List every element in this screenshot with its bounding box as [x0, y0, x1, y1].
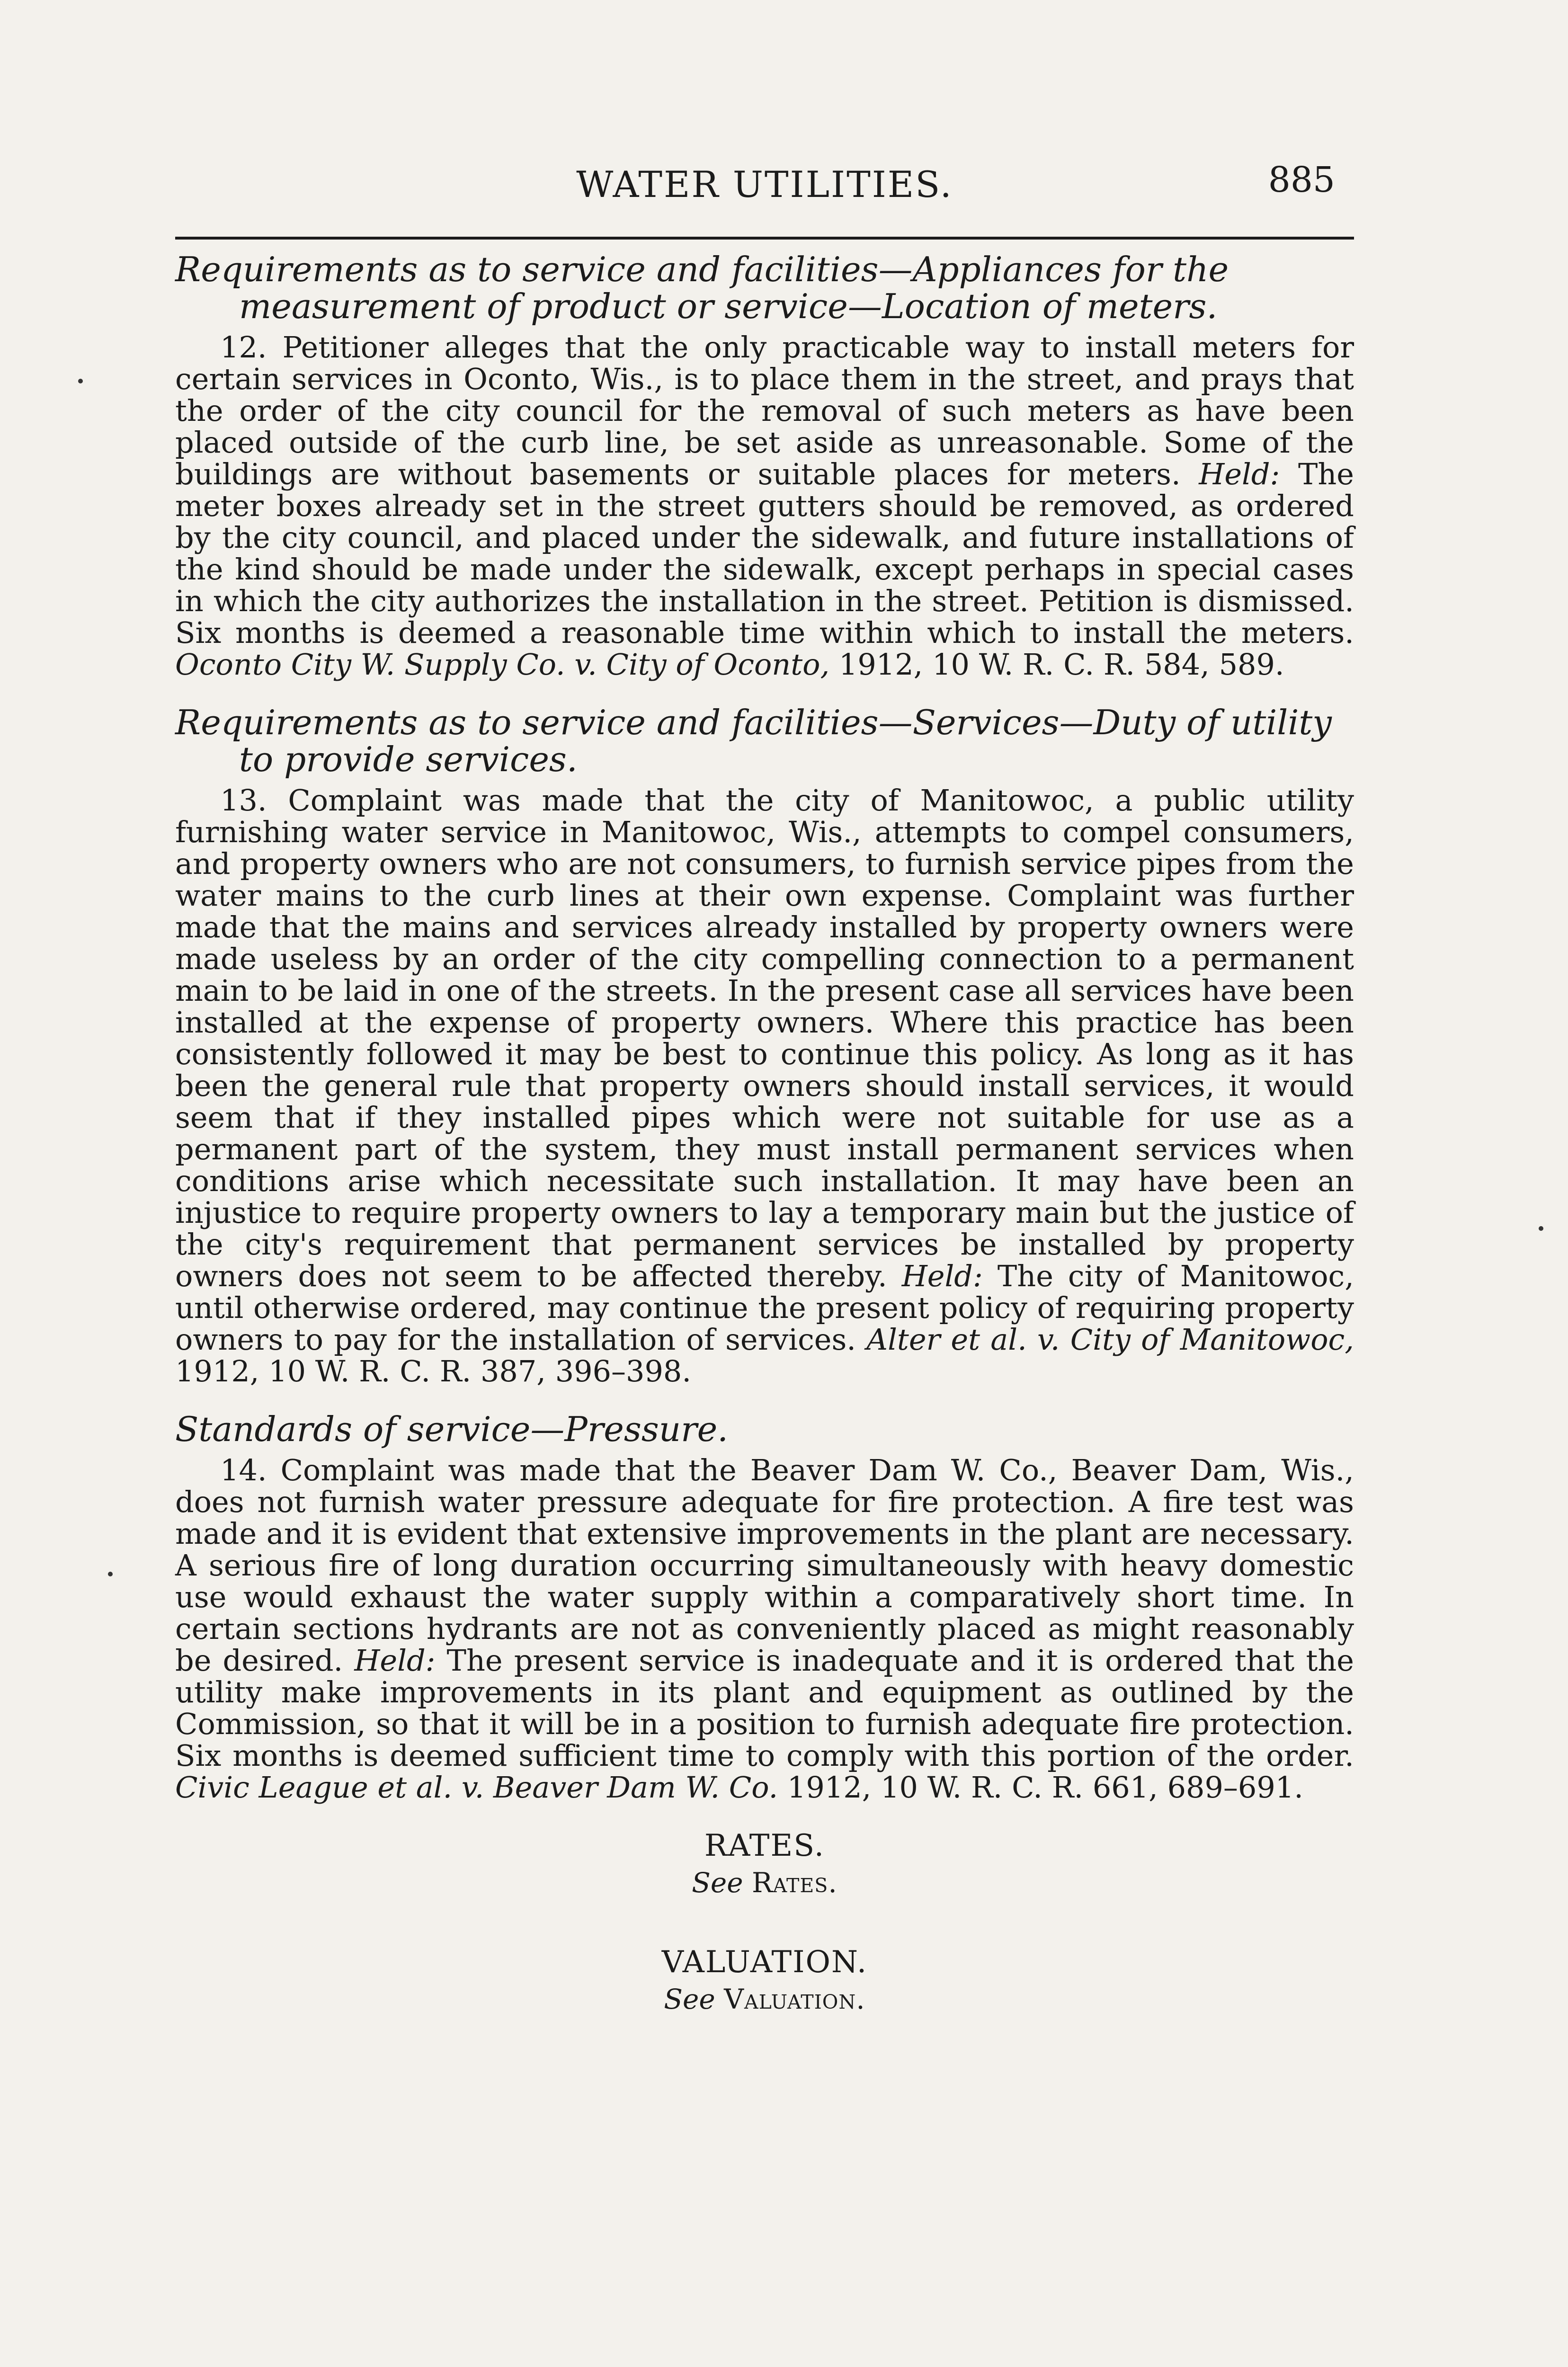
held-text: The meter boxes already set in the street gutters should be removed, as ordered by the city council, and placed under the sidewalk, and future installations of the kind should be made under the sidewalk, except perhaps in special cases in which the city authorizes the installation in the street. Petition is dismissed. Six months is deemed a reasonable time within which to install the meters. [175, 457, 1354, 650]
citation-reference: 1912, 10 W. R. C. R. 584, 589. [838, 647, 1284, 682]
running-title: WATER UTILITIES. [576, 163, 953, 205]
cross-ref-line [175, 1981, 1354, 2017]
section-heading: Standards of service—Pressure. [175, 1409, 729, 1449]
paragraph-text: 13. Complaint was made that the city of Manitowoc, a public utility furnishing water service in Manitowoc, Wis., attempts to compel consumers, and property owners who are not consumers, to furnish service pipes from the water mains to the curb lines at their own expense. Complaint was further made that the mains and services already installed by property owners were made useless by an order of the city compelling connection to a permanent main to be laid in one of the streets. In the present case all services have been installed at the expense of property owners. Where this practice has been consistently followed it may be best to continue this policy. As long as it has been the general rule that property owners should install services, it would seem that if they installed pipes which were not suitable for use as a permanent part of the system, they must install permanent services when conditions arise which necessitate such installation. It may have been an injustice to require property owners to lay a temporary main but the justice of the city's requirement that permanent services be installed by property owners does not seem to be affected thereby. [175, 783, 1354, 1293]
section-pressure [175, 1411, 1354, 1803]
section-paragraph [175, 331, 1354, 680]
section-meters [175, 251, 1354, 680]
case-citation: Alter et al. v. City of Manitowoc, [866, 1322, 1354, 1357]
cross-ref-heading: RATES. [704, 1828, 825, 1863]
cross-ref-rates [175, 1827, 1354, 1901]
page-body [175, 251, 1354, 2060]
citation-reference: 1912, 10 W. R. C. R. 387, 396–398. [175, 1354, 692, 1388]
margin-speck [108, 1572, 113, 1576]
section-services [175, 704, 1354, 1387]
section-heading: Requirements as to service and facilities—Services—Duty of utility to provide services. [175, 703, 1332, 779]
cross-ref-heading: VALUATION. [661, 1945, 868, 1980]
held-text: The present service is inadequate and it is ordered that the utility make improvements in its plant and equipment as outlined by the Commission, so that it will be in a position to furnish adequate fire protection. Six months is deemed sufficient time to comply with this portion of the order. [175, 1643, 1354, 1773]
margin-speck [1539, 1226, 1543, 1231]
page-number: 885 [1268, 160, 1335, 200]
section-heading: Requirements as to service and facilities—Appliances for the measurement of product or service—Location of meters. [175, 249, 1229, 326]
cross-ref-line [175, 1865, 1354, 1901]
running-head [175, 161, 1354, 222]
cross-ref-target: Rates. [751, 1867, 837, 1899]
held-label: Held: [901, 1259, 983, 1293]
section-paragraph [175, 1454, 1354, 1803]
paragraph-text: 12. Petitioner alleges that the only practicable way to install meters for certain services in Oconto, Wis., is to place them in the street, and prays that the order of the city council for the removal of such meters as have been placed outside of the curb line, be set aside as unreasonable. Some of the buildings are without basements or suitable places for meters. [175, 330, 1354, 491]
margin-speck [78, 379, 83, 383]
see-word: See [664, 1983, 715, 2015]
see-word: See [692, 1867, 743, 1899]
citation-reference: 1912, 10 W. R. C. R. 661, 689–691. [787, 1770, 1303, 1805]
header-rule [175, 237, 1354, 240]
case-citation: Oconto City W. Supply Co. v. City of Oconto, [175, 647, 830, 682]
case-citation: Civic League et al. v. Beaver Dam W. Co. [175, 1770, 778, 1805]
held-label: Held: [1199, 457, 1280, 491]
cross-ref-target: Valuation. [724, 1983, 865, 2015]
section-paragraph [175, 784, 1354, 1387]
document-page [175, 142, 1354, 2320]
held-text: The city of Manitowoc, until otherwise ordered, may continue the present policy of requiring property owners to pay for the installation of services. [175, 1259, 1354, 1357]
cross-ref-valuation [175, 1943, 1354, 2017]
held-label: Held: [354, 1643, 436, 1678]
paragraph-text: 14. Complaint was made that the Beaver Dam W. Co., Beaver Dam, Wis., does not furnish water pressure adequate for fire protection. A fire test was made and it is evident that extensive improvements in the plant are necessary. A serious fire of long duration occurring simultaneously with heavy domestic use would exhaust the water supply within a comparatively short time. In certain sections hydrants are not as conveniently placed as might reasonably be desired. [175, 1453, 1354, 1678]
